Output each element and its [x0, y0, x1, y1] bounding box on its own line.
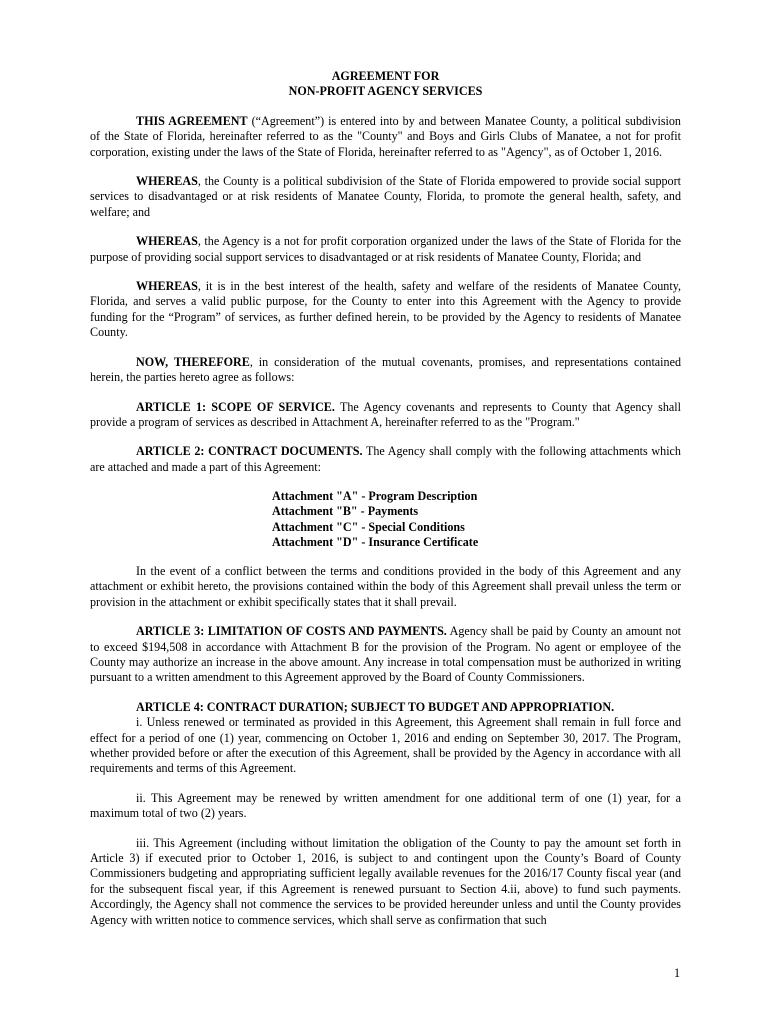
whereas-paragraph-2	[90, 234, 681, 265]
whereas-text-3: , it is in the best interest of the health, safety and welfare of the residents of Manatee County, Florida, and serves a valid public purpose, for the County to enter into this Agreement with the Agency to provide funding for the “Program” of services, as further defined herein, to be provided by the Agency to residents of Manatee County.	[90, 279, 681, 340]
article-2-heading: ARTICLE 2: CONTRACT DOCUMENTS.	[136, 444, 363, 459]
whereas-text-2: , the Agency is a not for profit corporation organized under the laws of the State of Florida for the purpose of providing social support services to disadvantaged or at risk residents of Manatee County, Florida; and	[90, 234, 681, 264]
now-therefore-text: , in consideration of the mutual covenants, promises, and representations contained herein, the parties hereto agree as follows:	[90, 354, 681, 385]
article-3-text: Agency shall be paid by County an amount not to exceed $194,508 in accordance with Attachment B for the provision of the Program. No agent or employee of the County may authorize an increase in the above amount. Any increase in total compensation must be authorized in writing pursuant to a written amendment to this Agreement approved by the Board of County Commissioners.	[90, 624, 681, 685]
article-3-heading: ARTICLE 3: LIMITATION OF COSTS AND PAYMENTS.	[136, 624, 447, 639]
article-4-heading-line	[90, 700, 681, 715]
article-3-paragraph	[90, 624, 681, 686]
article-2-text: The Agency shall comply with the following attachments which are attached and made a part of this Agreement:	[90, 444, 681, 474]
attachment-list	[272, 489, 681, 550]
title-line-1: AGREEMENT FOR	[331, 69, 440, 83]
article-1-paragraph	[90, 400, 681, 431]
article-1-heading: ARTICLE 1: SCOPE OF SERVICE.	[136, 399, 335, 414]
whereas-paragraph-3	[90, 279, 681, 341]
intro-paragraph	[90, 114, 681, 160]
whereas-lead-1: WHEREAS	[136, 174, 198, 189]
now-therefore-paragraph	[90, 355, 681, 386]
article-4-section-i: i. Unless renewed or terminated as provided in this Agreement, this Agreement shall remain in full force and effect for a period of one (1) year, commencing on October 1, 2016 and ending on September 30, 2017. The Program, whether provided before or after the execution of this Agreement, shall be provided by the Agency in accordance with all requirements and terms of this Agreement.	[90, 715, 681, 776]
whereas-lead-3: WHEREAS	[136, 279, 198, 294]
intro-lead: THIS AGREEMENT	[136, 113, 248, 128]
whereas-text-1: , the County is a political subdivision of the State of Florida empowered to provide social support services to disadvantaged or at risk residents of Manatee County, Florida, to promote the general health, safety, and welfare; and	[90, 174, 681, 219]
attachment-d: Attachment "D" - Insurance Certificate	[272, 534, 479, 549]
conflict-paragraph: In the event of a conflict between the terms and conditions provided in the body of this Agreement and any attachment or exhibit hereto, the provisions contained within the body of this Agreement shall prevail unless the term or provision in the attachment or exhibit specifically states that it shall prevail.	[90, 563, 681, 609]
title-line-2: NON-PROFIT AGENCY SERVICES	[288, 84, 483, 99]
article-2-paragraph	[90, 444, 681, 475]
article-1-text: The Agency covenants and represents to County that Agency shall provide a program of services as described in Attachment A, hereinafter referred to as the "Program."	[90, 399, 681, 429]
agreement-title	[90, 69, 681, 100]
now-therefore-lead: NOW, THEREFORE	[136, 354, 250, 369]
whereas-lead-2: WHEREAS	[136, 234, 198, 249]
document-body	[90, 69, 681, 928]
attachment-b: Attachment "B" - Payments	[272, 504, 419, 519]
whereas-paragraph-1	[90, 174, 681, 220]
attachment-a: Attachment "A" - Program Description	[272, 489, 478, 504]
article-4-section-iii: iii. This Agreement (including without limitation the obligation of the County to pay the amount set forth in Article 3) if executed prior to October 1, 2016, is subject to and contingent upon the County’s Board of County Commissioners budgeting and appropriating sufficient legally available revenues for the 2016/17 County fiscal year (and for the subsequent fiscal year, if this Agreement is renewed pursuant to Section 4.ii, above) to fund such payments. Accordingly, the Agency shall not commence the services to be provided hereunder unless and until the County provides Agency with written notice to commence services, which shall serve as confirmation that such	[90, 835, 681, 927]
page-number: 1	[673, 966, 680, 980]
attachment-c: Attachment "C" - Special Conditions	[272, 519, 465, 534]
intro-text: (“Agreement”) is entered into by and between Manatee County, a political subdivision of the State of Florida, hereinafter referred to as the "County" and Boys and Girls Clubs of Manatee, a not for profit corporation, existing under the laws of the State of Florida, hereinafter referred to as "Agency", as of October 1, 2016.	[90, 113, 681, 159]
article-4-section-ii: ii. This Agreement may be renewed by written amendment for one additional term of one (1) year, for a maximum total of two (2) years.	[90, 790, 681, 821]
article-4-heading: ARTICLE 4: CONTRACT DURATION; SUBJECT TO BUDGET AND APPROPRIATION.	[136, 699, 615, 714]
